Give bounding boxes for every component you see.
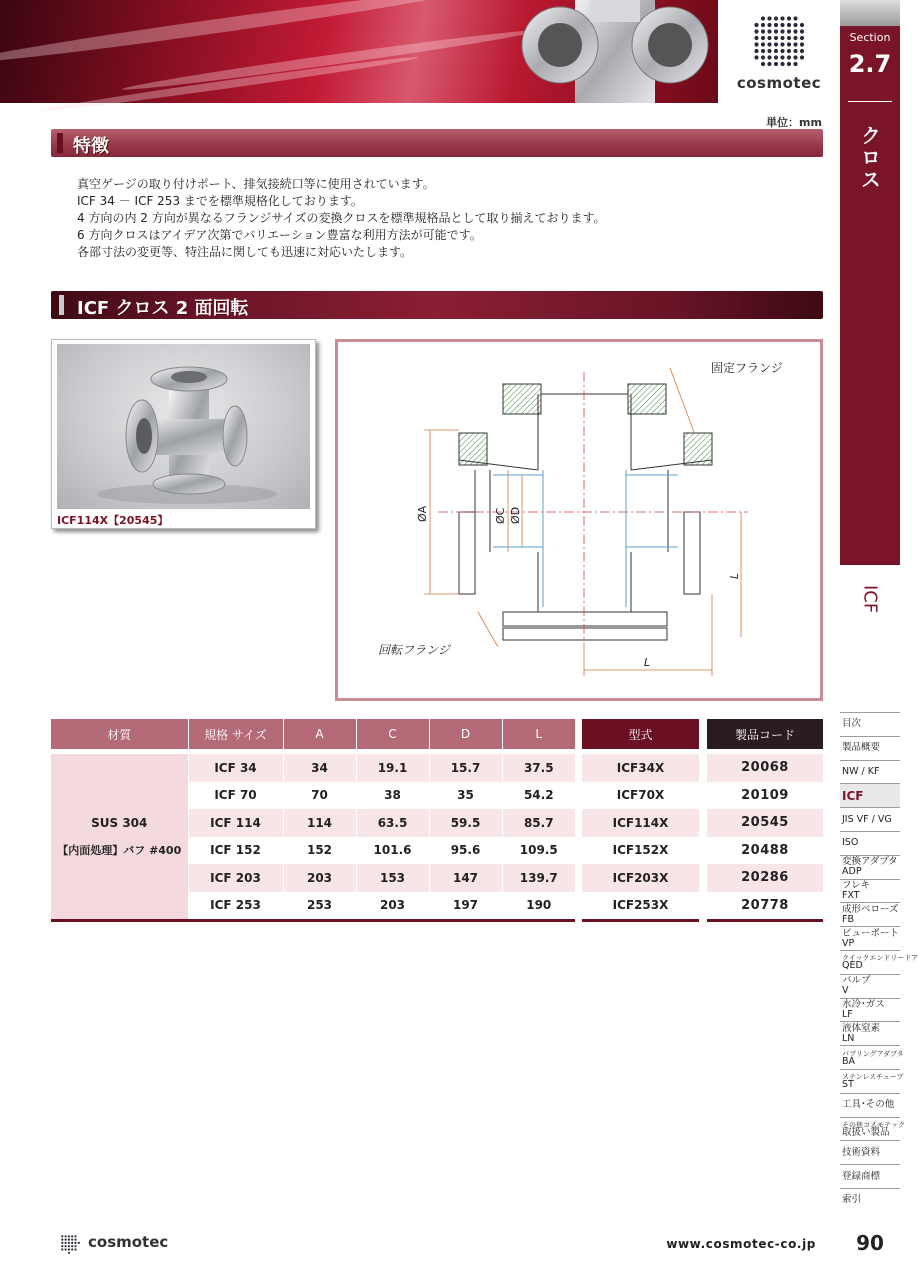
code-row bbox=[707, 754, 823, 782]
section-label: Section bbox=[849, 31, 891, 44]
dim-l-vertical-label: L bbox=[728, 572, 741, 579]
cell-l: 54.2 bbox=[502, 782, 575, 810]
nav-item-label: 索引 bbox=[842, 1194, 862, 1206]
nav-item-code: FB bbox=[842, 913, 854, 925]
cell-size: ICF 203 bbox=[188, 864, 283, 892]
nav-item-code: V bbox=[842, 985, 849, 997]
nav-item-label: クイックエンドリードア bbox=[842, 954, 918, 963]
nav-item-label: 成形ベローズ bbox=[842, 903, 899, 915]
model-row bbox=[582, 837, 699, 865]
section-number: 2.7 bbox=[848, 50, 892, 78]
model-row bbox=[582, 782, 699, 810]
section-tab bbox=[840, 0, 900, 565]
cell-d: 95.6 bbox=[429, 837, 502, 865]
cell-l: 85.7 bbox=[502, 809, 575, 837]
dim-l-horizontal-label: L bbox=[644, 656, 651, 669]
cell-model: ICF70X bbox=[616, 788, 665, 803]
cell-size: ICF 253 bbox=[188, 892, 283, 920]
model-row bbox=[582, 754, 699, 782]
product-photo bbox=[57, 344, 310, 509]
nav-item[interactable] bbox=[840, 831, 900, 855]
cell-d: 35 bbox=[429, 782, 502, 810]
cell-code: 20109 bbox=[741, 787, 789, 803]
fixed-flange-label: 固定フランジ bbox=[711, 361, 783, 375]
cell-code: 20488 bbox=[741, 842, 789, 858]
nav-item[interactable] bbox=[840, 712, 900, 736]
code-row bbox=[707, 809, 823, 837]
nav-item-code: QED bbox=[842, 960, 863, 972]
nav-item[interactable] bbox=[840, 1188, 900, 1212]
cell-size: ICF 114 bbox=[188, 809, 283, 837]
cell-d: 59.5 bbox=[429, 809, 502, 837]
nav-item-label: ISO bbox=[842, 837, 859, 849]
unit-label: 単位：mm bbox=[766, 116, 822, 129]
cell-d: 197 bbox=[429, 892, 502, 920]
nav-item-label: 工具･その他 bbox=[842, 1099, 895, 1111]
nav-item-label: バブリングアダプタ bbox=[842, 1049, 904, 1058]
model-table bbox=[582, 719, 699, 922]
code-row bbox=[707, 864, 823, 892]
nav-item-label: 目次 bbox=[842, 718, 862, 730]
nav-item-label: 変換アダプタ bbox=[842, 856, 898, 868]
cell-size: ICF 34 bbox=[188, 754, 283, 782]
code-row bbox=[707, 837, 823, 865]
nav-item-code: LN bbox=[842, 1032, 855, 1044]
cross-fitting-image bbox=[57, 344, 310, 509]
cell-c: 153 bbox=[356, 864, 429, 892]
cell-l: 37.5 bbox=[502, 754, 575, 782]
nav-item[interactable] bbox=[840, 879, 900, 903]
nav-item[interactable] bbox=[840, 902, 900, 926]
nav-item-code: VP bbox=[842, 937, 855, 949]
cell-code: 20068 bbox=[707, 754, 823, 782]
nav-item-label: 製品概要 bbox=[842, 742, 881, 754]
cell-c: 19.1 bbox=[356, 754, 429, 782]
spec-table bbox=[51, 719, 575, 922]
nav-item-code: ADP bbox=[842, 866, 862, 878]
brand-name: cosmotec bbox=[736, 74, 822, 92]
cross-fitting-photo bbox=[520, 0, 718, 103]
cell-l: 109.5 bbox=[502, 837, 575, 865]
feature-line: ICF 34 － ICF 253 までを標準規格化しております。 bbox=[77, 194, 363, 208]
nav-item[interactable] bbox=[840, 1069, 904, 1093]
nav-item[interactable] bbox=[840, 974, 900, 998]
category-code: ICF bbox=[859, 585, 881, 614]
model-row bbox=[582, 892, 699, 920]
cell-size: ICF 70 bbox=[188, 782, 283, 810]
dim-c-label: ØC bbox=[494, 507, 507, 524]
product-photo-frame bbox=[51, 339, 316, 529]
nav-item-code: ST bbox=[842, 1079, 854, 1091]
cell-l: 190 bbox=[502, 892, 575, 920]
cell-a: 152 bbox=[283, 837, 356, 865]
cross-dimension-drawing bbox=[338, 342, 820, 698]
cell-c: 38 bbox=[356, 782, 429, 810]
header-size: 規格 サイズ bbox=[188, 719, 283, 749]
features-title: 特徴 bbox=[73, 136, 109, 157]
nav-item[interactable] bbox=[840, 1021, 900, 1045]
nav-item[interactable] bbox=[840, 760, 900, 784]
category-kana: クロス bbox=[857, 125, 882, 191]
features-heading-bar bbox=[51, 129, 823, 157]
nav-item-label: ICF bbox=[842, 788, 864, 803]
nav-item-label: 液体窒素 bbox=[842, 1022, 881, 1034]
nav-item-label: 水冷･ガス bbox=[842, 998, 885, 1010]
photo-caption: ICF114X【20545】 bbox=[57, 514, 169, 527]
nav-item[interactable] bbox=[840, 1117, 905, 1141]
cell-d: 147 bbox=[429, 864, 502, 892]
code-table bbox=[707, 719, 823, 922]
header-a: A bbox=[283, 719, 356, 749]
nav-item-label: その他コスモテック bbox=[842, 1120, 905, 1129]
cell-c: 101.6 bbox=[356, 837, 429, 865]
cell-a: 70 bbox=[283, 782, 356, 810]
footer-url[interactable]: www.cosmotec-co.jp bbox=[666, 1237, 816, 1251]
nav-item-label: 技術資料 bbox=[842, 1146, 881, 1158]
cell-c: 203 bbox=[356, 892, 429, 920]
nav-item[interactable] bbox=[840, 1045, 904, 1069]
nav-item-code: BA bbox=[842, 1055, 856, 1067]
nav-item[interactable] bbox=[840, 1140, 900, 1164]
nav-item-label: NW / KF bbox=[842, 765, 880, 777]
brand-logo bbox=[718, 0, 840, 103]
technical-drawing bbox=[335, 339, 823, 701]
cell-a: 203 bbox=[283, 864, 356, 892]
dim-d-label: ØD bbox=[509, 506, 522, 524]
nav-item-label: 登録商標 bbox=[842, 1170, 881, 1182]
nav-item-code: FXT bbox=[842, 889, 860, 901]
nav-item-label: JIS VF / VG bbox=[842, 813, 892, 825]
cell-code: 20778 bbox=[741, 897, 789, 913]
table-row bbox=[51, 754, 575, 782]
cell-model: ICF34X bbox=[582, 754, 699, 782]
header-c: C bbox=[356, 719, 429, 749]
page-number: 90 bbox=[856, 1231, 884, 1255]
nav-item[interactable] bbox=[840, 736, 900, 760]
nav-item-code: 取扱い製品 bbox=[842, 1126, 890, 1138]
cell-d: 15.7 bbox=[429, 754, 502, 782]
cell-size: ICF 152 bbox=[188, 837, 283, 865]
header-l: L bbox=[502, 719, 575, 749]
nav-item-label: ステンレスチューブ bbox=[842, 1073, 904, 1082]
product-heading-bar bbox=[51, 291, 823, 319]
header-d: D bbox=[429, 719, 502, 749]
model-row bbox=[582, 809, 699, 837]
product-title: ICF クロス 2 面回転 bbox=[77, 298, 249, 319]
feature-line: 4 方向の内 2 方向が異なるフランジサイズの変換クロスを標準規格品として取り揃えております。 bbox=[77, 211, 606, 225]
footer-brand: cosmotec bbox=[88, 1233, 169, 1251]
cell-a: 114 bbox=[283, 809, 356, 837]
feature-line: 真空ゲージの取り付けポート、排気接続口等に使用されています。 bbox=[77, 177, 435, 191]
cell-model: ICF152X bbox=[612, 843, 669, 858]
nav-item[interactable] bbox=[840, 1093, 900, 1117]
nav-item-label: ビューポート bbox=[842, 927, 900, 939]
material-treatment: 【内面処理】バフ #400 bbox=[57, 843, 182, 857]
cell-code: 20545 bbox=[707, 809, 823, 837]
features-list bbox=[77, 176, 817, 261]
nav-item[interactable] bbox=[840, 998, 900, 1022]
code-row bbox=[707, 782, 823, 810]
nav-item[interactable] bbox=[840, 926, 900, 950]
header-code: 製品コード bbox=[707, 719, 823, 749]
nav-item[interactable] bbox=[840, 855, 900, 879]
feature-line: 各部寸法の変更等、特注品に関しても迅速に対応いたします。 bbox=[77, 245, 413, 259]
cosmotec-logo-icon bbox=[748, 10, 810, 72]
nav-item-label: バルブ bbox=[842, 975, 871, 987]
header-material: 材質 bbox=[51, 719, 188, 749]
side-nav bbox=[840, 712, 918, 1212]
code-row bbox=[707, 892, 823, 920]
cell-code: 20286 bbox=[707, 864, 823, 892]
model-row bbox=[582, 864, 699, 892]
material-cell bbox=[51, 754, 188, 919]
cell-model: ICF253X bbox=[612, 898, 669, 913]
cell-a: 34 bbox=[283, 754, 356, 782]
cell-l: 139.7 bbox=[502, 864, 575, 892]
spec-header-row bbox=[51, 719, 575, 749]
cell-a: 253 bbox=[283, 892, 356, 920]
cell-model: ICF114X bbox=[582, 809, 699, 837]
cell-model: ICF203X bbox=[582, 864, 699, 892]
material-name: SUS 304 bbox=[91, 815, 148, 830]
nav-item-code: LF bbox=[842, 1008, 853, 1020]
feature-line: 6 方向クロスはアイデア次第でバリエーション豊富な利用方法が可能です。 bbox=[77, 228, 482, 242]
footer-logo-icon bbox=[58, 1232, 84, 1254]
nav-item[interactable] bbox=[840, 807, 900, 831]
nav-item[interactable] bbox=[840, 783, 900, 807]
nav-item[interactable] bbox=[840, 950, 918, 974]
nav-item-label: フレキ bbox=[842, 879, 871, 891]
header-model: 型式 bbox=[582, 719, 699, 749]
cell-c: 63.5 bbox=[356, 809, 429, 837]
dim-a-label: ØA bbox=[416, 505, 429, 522]
nav-item[interactable] bbox=[840, 1164, 900, 1188]
header-banner bbox=[0, 0, 718, 103]
rotating-flange-label: 回転フランジ bbox=[378, 643, 450, 657]
